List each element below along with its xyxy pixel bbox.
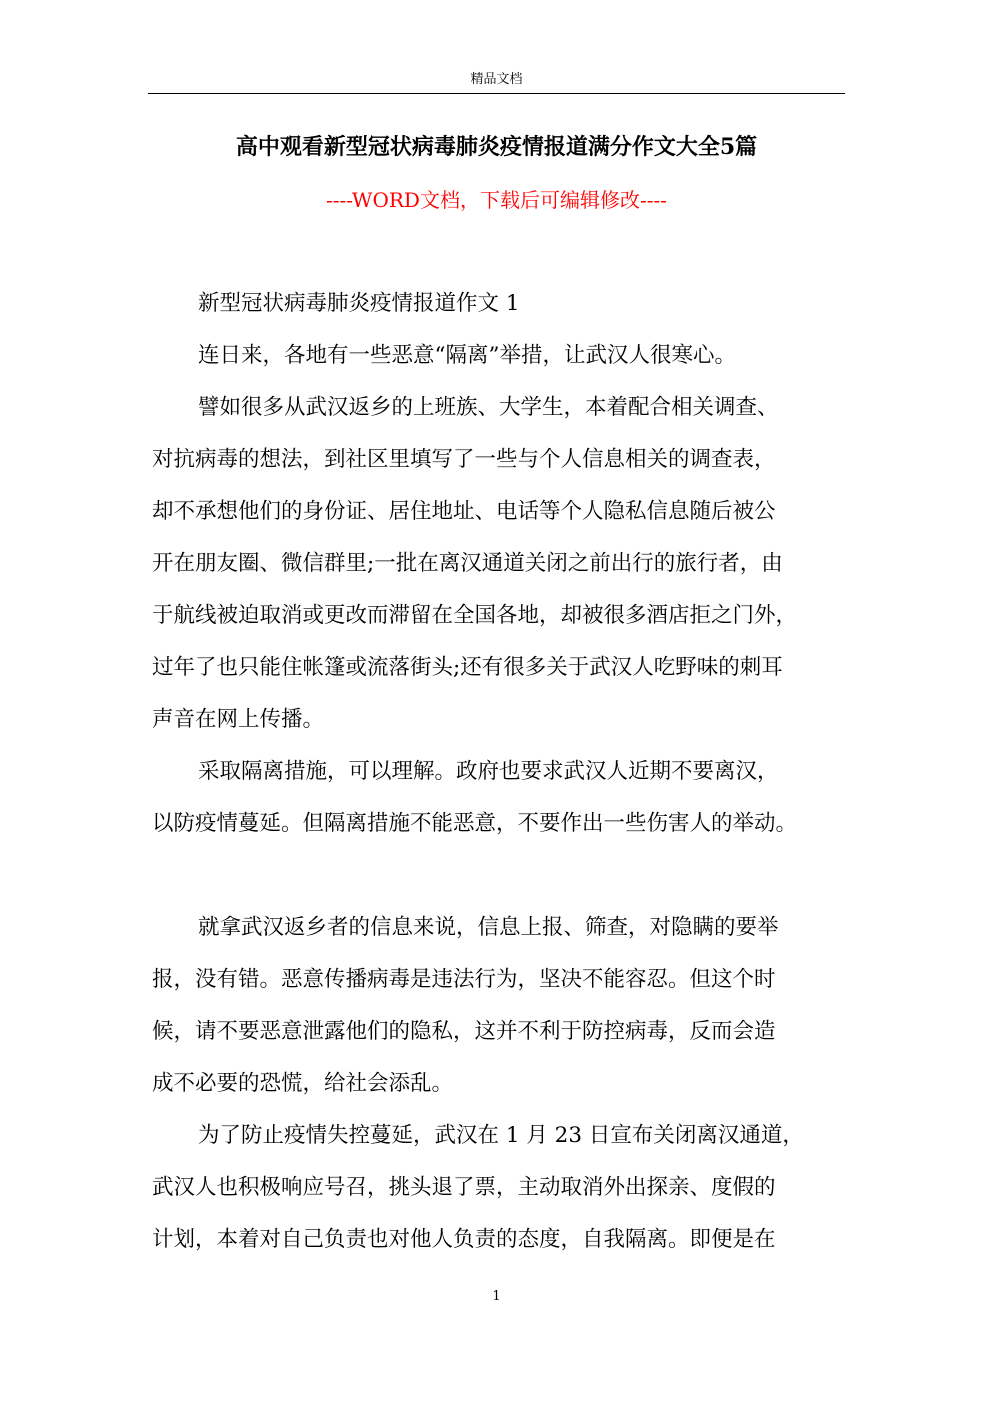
- body-line: 计划，本着对自己负责也对他人负责的态度，自我隔离。即便是在: [152, 1227, 776, 1252]
- body-line: 却不承想他们的身份证、居住地址、电话等个人隐私信息随后被公: [152, 499, 776, 524]
- body-line: 过年了也只能住帐篷或流落街头;还有很多关于武汉人吃野味的刺耳: [152, 655, 783, 680]
- header-divider: [148, 93, 845, 94]
- header-label: 精品文档: [470, 72, 523, 87]
- body-line: 就拿武汉返乡者的信息来说，信息上报、筛查，对隐瞒的要举: [198, 915, 779, 940]
- body-line: 譬如很多从武汉返乡的上班族、大学生，本着配合相关调查、: [198, 395, 779, 420]
- body-line: 对抗病毒的想法，到社区里填写了一些与个人信息相关的调查表，: [152, 447, 776, 472]
- document-subtitle: ----WORD文档，下载后可编辑修改----: [325, 188, 667, 212]
- body-line: 于航线被迫取消或更改而滞留在全国各地，却被很多酒店拒之门外，: [152, 603, 798, 628]
- body-line: 候，请不要恶意泄露他们的隐私，这并不利于防控病毒，反而会造: [152, 1019, 776, 1044]
- body-line: 武汉人也积极响应号召，挑头退了票，主动取消外出探亲、度假的: [152, 1175, 776, 1200]
- body-line: 以防疫情蔓延。但隔离措施不能恶意，不要作出一些伤害人的举动。: [152, 811, 798, 836]
- document-title: 高中观看新型冠状病毒肺炎疫情报道满分作文大全5篇: [235, 134, 758, 160]
- body-line: 声音在网上传播。: [152, 707, 325, 732]
- body-line: 成不必要的恐慌，给社会添乱。: [152, 1071, 454, 1096]
- body-line: 开在朋友圈、微信群里;一批在离汉通道关闭之前出行的旅行者，由: [152, 551, 783, 576]
- body-line: 报，没有错。恶意传播病毒是违法行为，坚决不能容忍。但这个时: [152, 967, 776, 992]
- document-body: [152, 288, 834, 1276]
- section-heading: 新型冠状病毒肺炎疫情报道作文 1: [198, 291, 520, 316]
- body-line: 为了防止疫情失控蔓延，武汉在 1 月 23 日宣布关闭离汉通道，: [198, 1123, 804, 1148]
- body-line: 采取隔离措施，可以理解。政府也要求武汉人近期不要离汉，: [198, 759, 779, 784]
- page-number: 1: [492, 1289, 501, 1304]
- body-line: 连日来，各地有一些恶意“隔离”举措，让武汉人很寒心。: [198, 343, 736, 368]
